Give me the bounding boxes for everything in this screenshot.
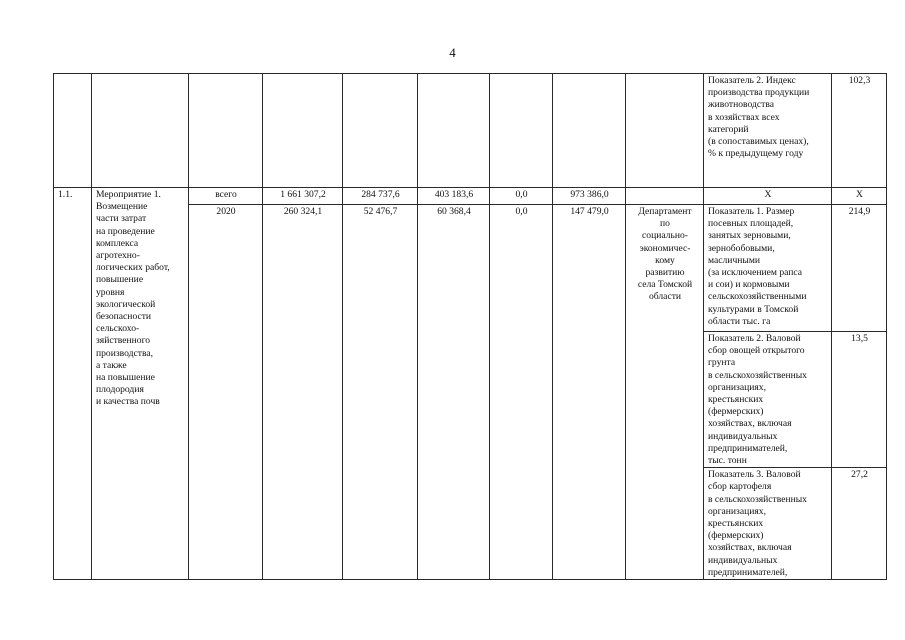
executor-name: Департамент по социально- экономичес- кому развитию села Томской области (626, 205, 704, 580)
program-table (53, 73, 887, 580)
empty-cell (490, 74, 553, 188)
total-amount: 1 661 307,2 (263, 188, 343, 205)
indicator-mark: X (704, 188, 832, 205)
empty-cell (553, 74, 626, 188)
page-number: 4 (449, 45, 456, 60)
empty-cell (263, 74, 343, 188)
empty-cell (418, 74, 490, 188)
regional-amount: 403 183,6 (418, 188, 490, 205)
empty-cell (92, 74, 189, 188)
empty-cell (343, 74, 418, 188)
regional-amount: 60 368,4 (418, 205, 490, 580)
federal-amount: 284 737,6 (343, 188, 418, 205)
local-amount: 0,0 (490, 205, 553, 580)
indicator-text: Показатель 2. Валовой сбор овощей открытого грунта в сельскохозяйственных организациях, крестьянских (фермерских) хозяйствах, включая индивидуальных предпринимателей, тыс. тонн (704, 332, 832, 468)
local-amount: 0,0 (490, 188, 553, 205)
empty-cell (626, 74, 704, 188)
empty-cell (54, 74, 92, 188)
extra-budget-amount: 147 479,0 (553, 205, 626, 580)
value-mark: X (832, 188, 887, 205)
executor-cell (626, 188, 704, 205)
empty-cell (189, 74, 263, 188)
indicator-value: 13,5 (832, 332, 887, 468)
period-label: 2020 (189, 205, 263, 580)
indicator-text: Показатель 2. Индекс производства продукции животноводства в хозяйствах всех категорий (в сопоставимых ценах), % к предыдущему году (704, 74, 832, 188)
indicator-value: 27,2 (832, 468, 887, 580)
extra-budget-amount: 973 386,0 (553, 188, 626, 205)
indicator-text: Показатель 1. Размер посевных площадей, занятых зерновыми, зернобобовыми, масличными (за исключением рапса и сои) и кормовыми сельскохозяйственными культурами в Томской области тыс. га (704, 205, 832, 332)
indicator-value: 102,3 (832, 74, 887, 188)
measure-number: 1.1. (54, 188, 92, 580)
measure-name: Мероприятие 1. Возмещение части затрат на проведение комплекса агротехно- логических работ, повышение уровня экологической безопасности сельскохо- зяйственного производства, а также на повышение плодородия и качества почв (92, 188, 189, 580)
federal-amount: 52 476,7 (343, 205, 418, 580)
continuation-row (54, 74, 887, 188)
measure-total-row (54, 188, 887, 205)
indicator-text: Показатель 3. Валовой сбор картофеля в сельскохозяйственных организациях, крестьянских (фермерских) хозяйствах, включая индивидуальных предпринимателей, (704, 468, 832, 580)
indicator-value: 214,9 (832, 205, 887, 332)
period-label: всего (189, 188, 263, 205)
total-amount: 260 324,1 (263, 205, 343, 580)
